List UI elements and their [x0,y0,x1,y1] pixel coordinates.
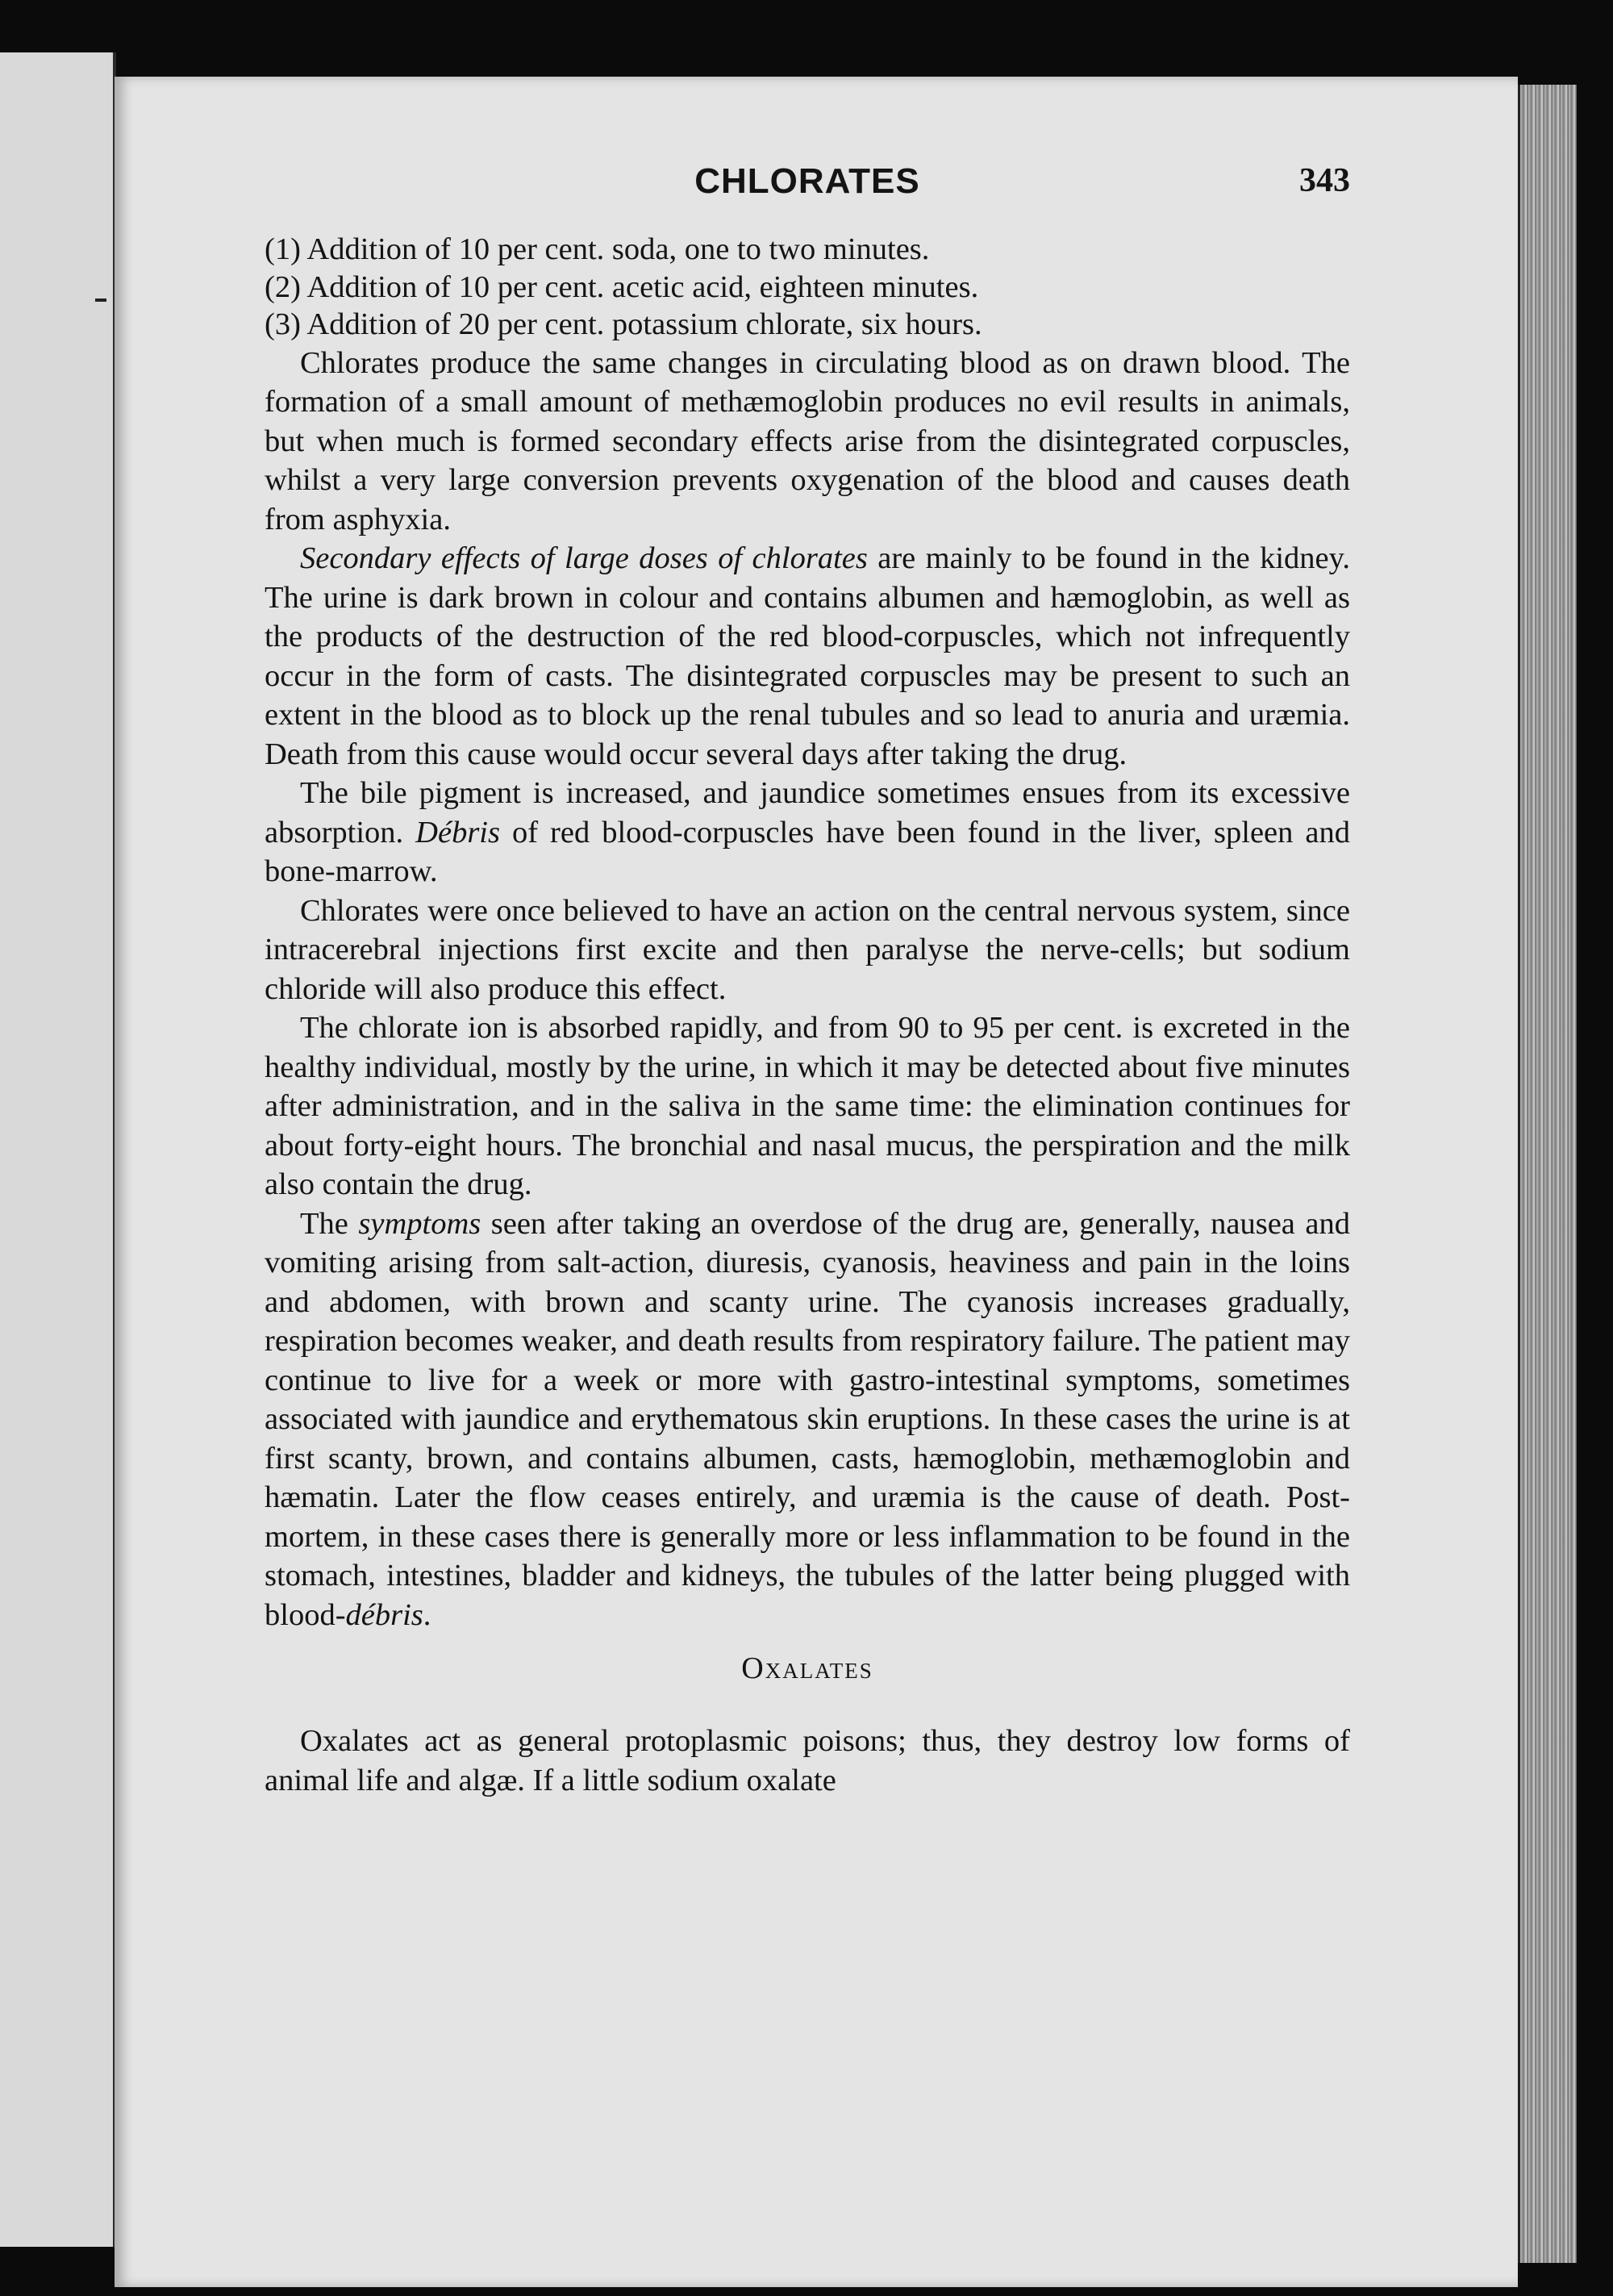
margin-mark [95,298,106,302]
list-item: (2) Addition of 10 per cent. acetic acid, eighteen minutes. [265,269,979,304]
italic-word: symptoms [358,1206,481,1241]
list-item: (1) Addition of 10 per cent. soda, one to two minutes. [265,232,930,266]
italic-word: Débris [415,815,500,850]
page-stack-edge [1518,85,1577,2263]
left-page-edge [0,52,116,2247]
paragraph-text: of red blood-corpuscles have been found in the liver, spleen and bone-marrow. [265,815,1350,888]
paragraph-nervous-system: Chlorates were once believed to have an action on the central nervous system, since intracerebral injections first excite and then paralyse the nerve-cells; but sodium chloride will also produce this effect. [265,893,1350,1006]
page-number: 343 [1299,162,1350,199]
page-content [265,161,1350,1800]
paragraph-text: The bile pigment is increased, and jaundice sometimes ensues from its excessive absorption. [265,776,1350,850]
paragraph-text: seen after taking an overdose of the drug are, generally, nausea and vomiting arising from salt-action, diuresis, cyanosis, heaviness and pain in the loins and abdomen, with brown and scanty urine. The cyanosis increases gradually, respiration becomes weaker, and death results from respiratory failure. The patient may continue to live for a week or more with gastro-intestinal symptoms, sometimes associated with jaundice and erythematous skin eruptions. In these cases the urine is at first scanty, brown, and contains albumen, casts, hæmoglobin, methæmoglobin and hæmatin. Later the flow ceases entirely, and uræmia is the cause of death. Post-mortem, in these cases there is generally more or less inflammation to be found in the stomach, intestines, bladder and kidneys, the tubules of the latter being plugged with blood- [265,1206,1350,1632]
paragraph-bile-pigment [265,774,1350,891]
paragraph-chlorate-ion: The chlorate ion is absorbed rapidly, and from 90 to 95 per cent. is excreted in the healthy individual, mostly by the urine, in which it may be detected about five minutes after administration, and in the saliva in the same time: the elimination continues for about forty-eight hours. The bronchial and nasal mucus, the perspiration and the milk also contain the drug. [265,1011,1350,1201]
section-heading-oxalates: Oxalates [741,1651,873,1685]
paragraph-secondary-effects [265,539,1350,774]
paragraph-circulating-blood: Chlorates produce the same changes in circulating blood as on drawn blood. The formation of a small amount of methæmoglobin produces no evil results in animals, but when much is formed secondary effects arise from the disintegrated corpuscles, whilst a very large conversion prevents oxygenation of the blood and causes death from asphyxia. [265,345,1350,536]
paragraph-text: . [423,1597,431,1632]
paragraph-text: are mainly to be found in the kidney. The urine is dark brown in colour and contains albumen and hæmoglobin, as well as the products of the destruction of the red blood-corpuscles, which not infrequently occur in the form of casts. The disintegrated corpuscles may be present to such an extent in the blood as to block up the renal tubules and so lead to anuria and uræmia. Death from this cause would occur several days after taking the drug. [265,541,1351,771]
paragraph-text: The [300,1206,359,1241]
paragraph-symptoms [265,1204,1350,1635]
paragraph-oxalates: Oxalates act as general protoplasmic poisons; thus, they destroy low forms of animal life and algæ. If a little sodium oxalate [265,1724,1350,1797]
list-item: (3) Addition of 20 per cent. potassium chlorate, six hours. [265,307,982,341]
italic-word: débris [345,1597,423,1632]
italic-phrase: Secondary effects of large doses of chlorates [300,541,868,575]
running-head [265,161,1350,210]
running-title: CHLORATES [694,161,920,201]
